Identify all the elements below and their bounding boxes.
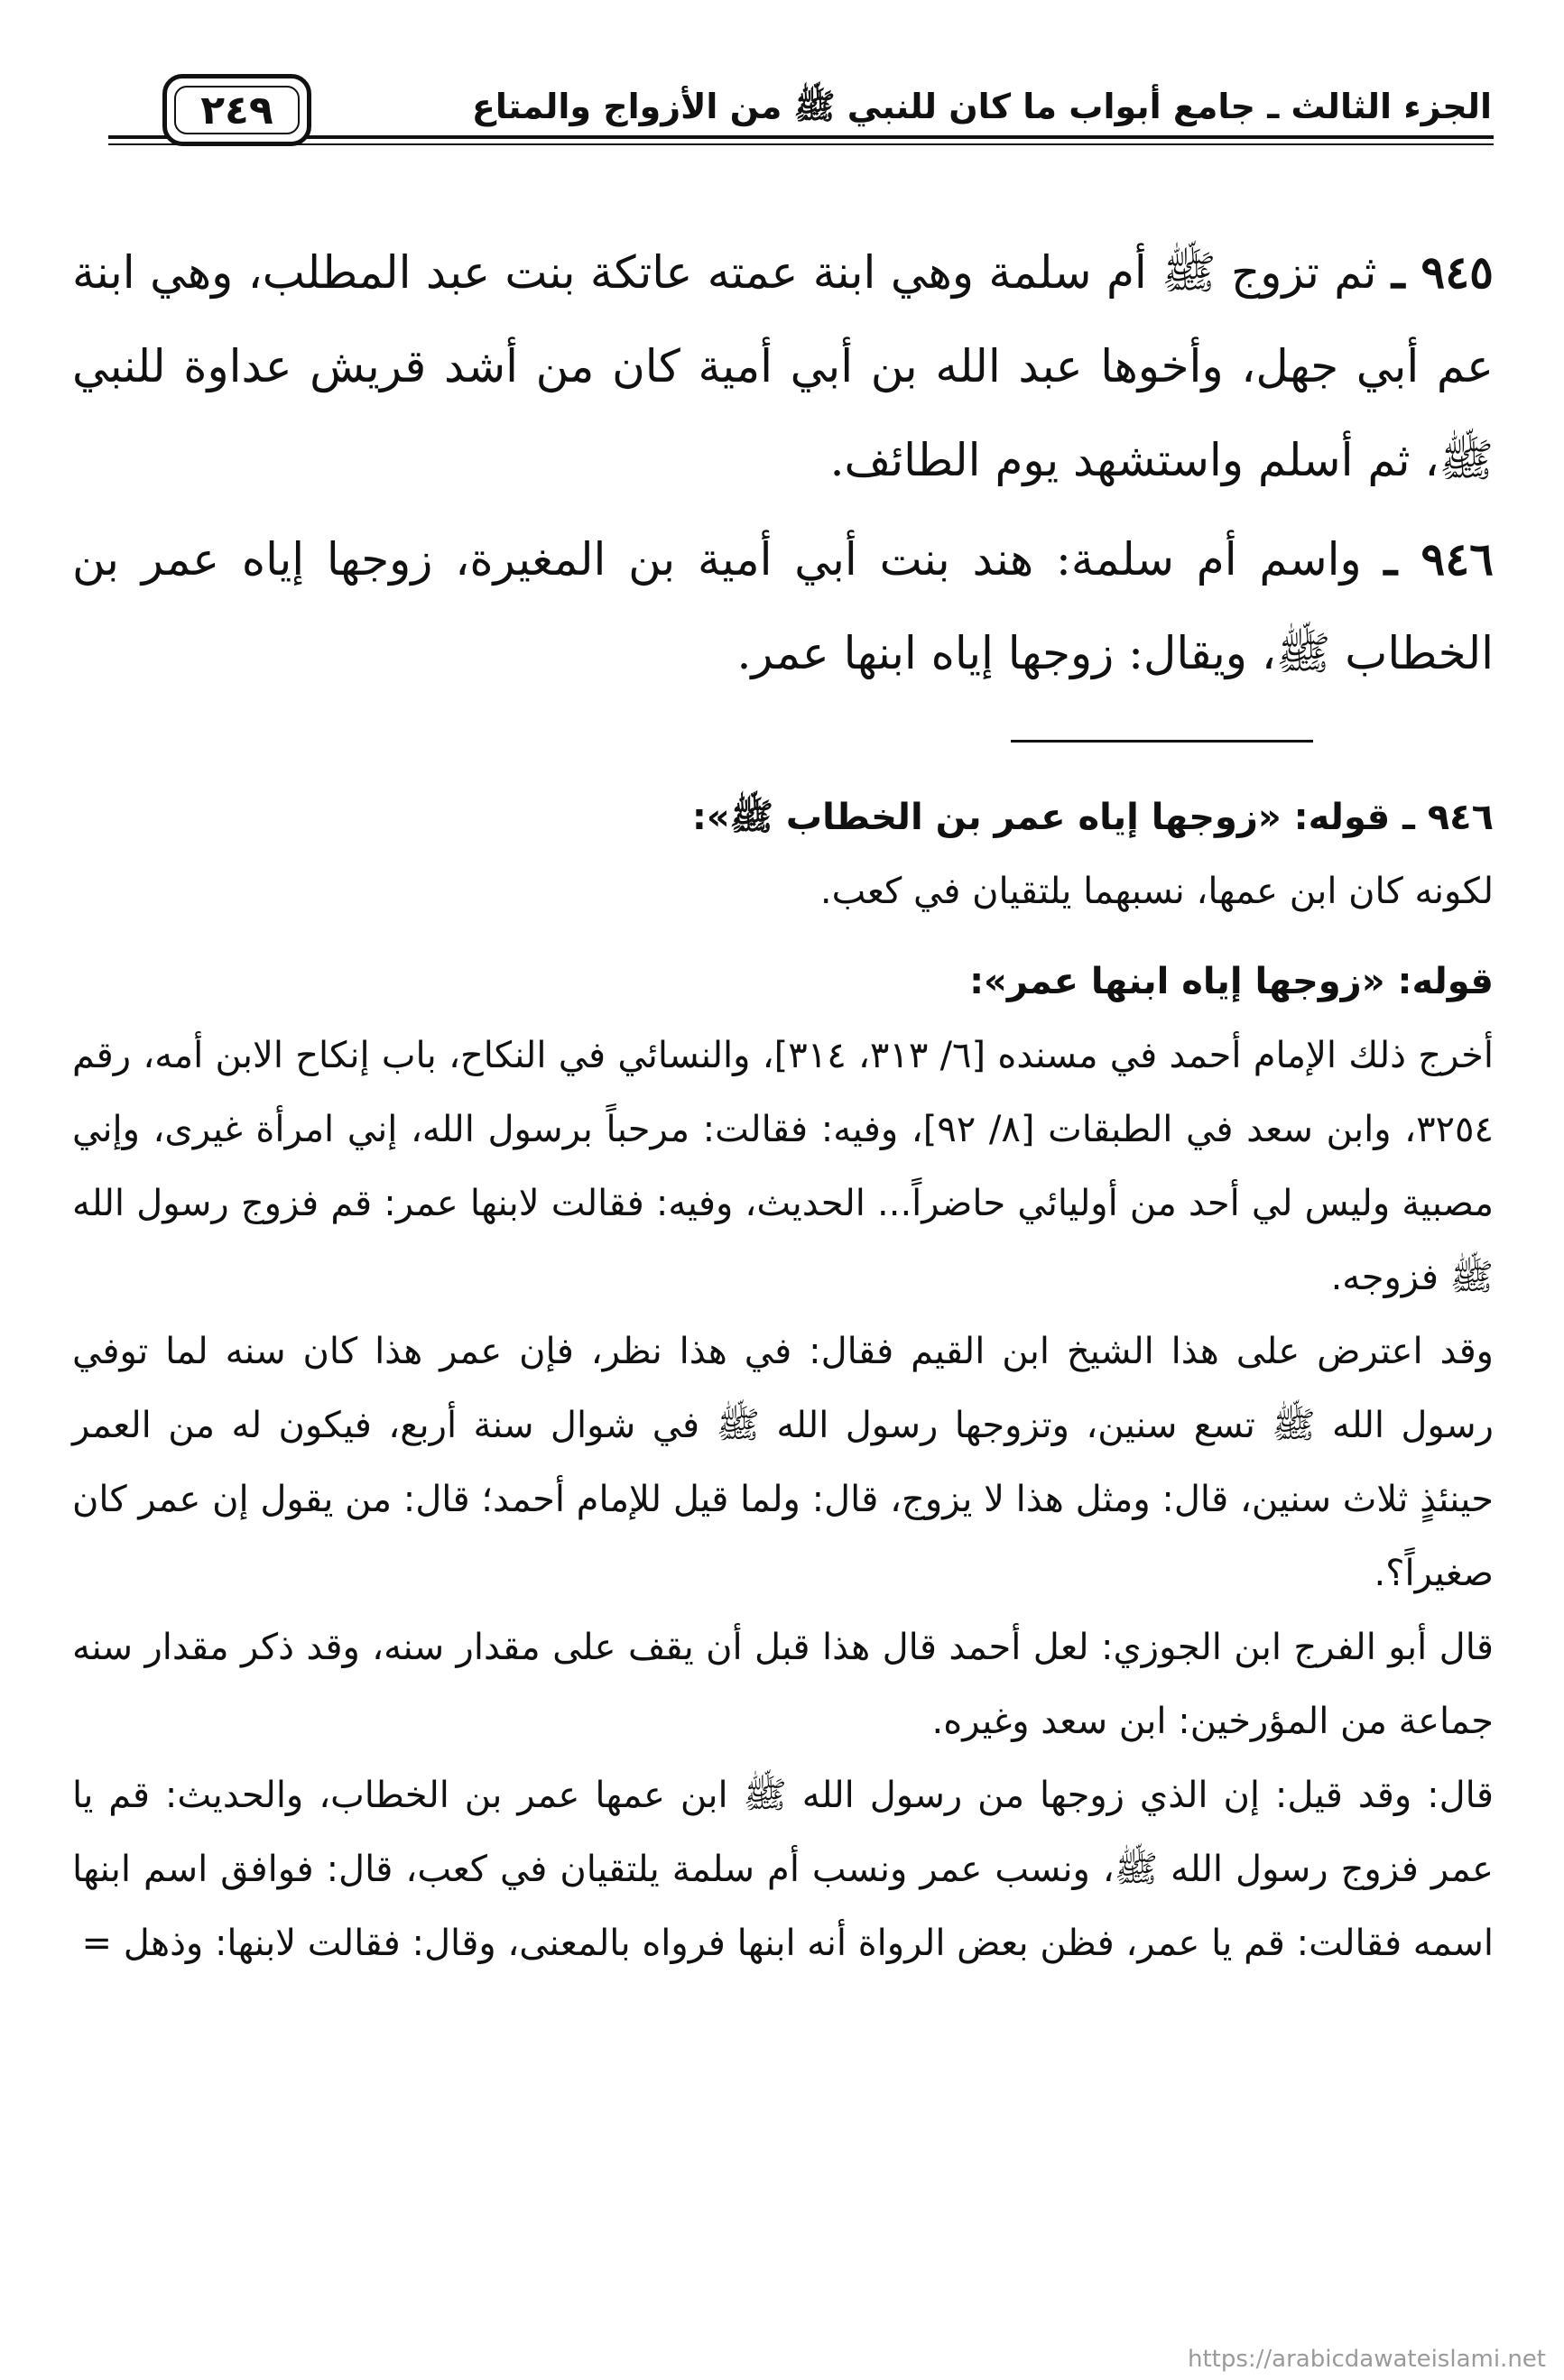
header-rule-thin: [108, 143, 1494, 145]
paragraph-946: [72, 512, 1494, 700]
footnote-text: أخرج ذلك الإمام أحمد في مسنده [٦/ ٣١٣، ٣١٤]، والنسائي في النكاح، باب إنكاح الابن أمه، رقم ٣٢٥٤، وابن سعد في الطبقات [٨/ ٩٢]، وفيه: فقالت: مرحباً برسول الله، إني امرأة غيرى، وإني مصبية وليس لي أحد من أوليائي حاضراً... الحديث، وفيه: فقالت لابنها عمر: قم فزوج رسول الله ﷺ فزوجه.: [72, 1035, 1494, 1298]
page-number: ٢٤٩: [200, 87, 273, 134]
paragraph-number: ٩٤٦ ـ: [1384, 532, 1494, 586]
footnote-text: وقد اعترض على هذا الشيخ ابن القيم فقال: في هذا نظر، فإن عمر هذا كان سنه لما توفي رسول الله ﷺ تسع سنين، وتزوجها رسول الله ﷺ في شوال سنة أربع، فيكون له من العمر حينئذٍ ثلاث سنين، قال: ومثل هذا لا يزوج، قال: ولما قيل للإمام أحمد؛ قال: من يقول إن عمر كان صغيراً؟.: [72, 1331, 1494, 1594]
footnote-heading: قوله: «زوجها إياه ابنها عمر»:: [969, 961, 1494, 1002]
footnote-text: قال: وقد قيل: إن الذي زوجها من رسول الله ﷺ ابن عمها عمر بن الخطاب، والحديث: قم يا عمر فزوج رسول الله ﷺ، ونسب عمر ونسب أم سلمة يلتقيان في كعب، قال: فوافق اسم ابنها اسمه فقالت: قم يا عمر، فظن بعض الرواة أنه ابنها فرواه بالمعنى، وقال: فقالت لابنها: وذهل =: [72, 1775, 1494, 1964]
footnote-separator: [1011, 740, 1313, 743]
paragraph-number: ٩٤٥ ـ: [1391, 245, 1494, 299]
header-rule-thick: [108, 135, 1494, 139]
footnote-heading: ٩٤٦ ـ قوله: «زوجها إياه عمر بن الخطاب ﷺ»:: [691, 797, 1494, 838]
footnote-text: لكونه كان ابن عمها، نسبهما يلتقيان في كعب.: [819, 871, 1494, 912]
page-number-frame: [162, 74, 311, 146]
paragraph-text: واسم أم سلمة: هند بنت أبي أمية بن المغيرة، زوجها إياه عمر بن الخطاب ﷺ، ويقال: زوجها إياه ابنها عمر.: [72, 533, 1494, 679]
main-text: [72, 226, 1494, 700]
footnotes: [72, 780, 1494, 1980]
paragraph-text: ثم تزوج ﷺ أم سلمة وهي ابنة عمته عاتكة بنت عبد المطلب، وهي ابنة عم أبي جهل، وأخوها عبد الله بن أبي أمية كان من أشد قريش عداوة للنبي ﷺ، ثم أسلم واستشهد يوم الطائف.: [72, 246, 1494, 486]
footnote-text: قال أبو الفرج ابن الجوزي: لعل أحمد قال هذا قبل أن يقف على مقدار سنه، وقد ذكر مقدار سنه جماعة من المؤرخين: ابن سعد وغيره.: [72, 1627, 1494, 1742]
paragraph-945: [72, 226, 1494, 507]
running-title: الجزء الثالث ـ جامع أبواب ما كان للنبي ﷺ من الأزواج والمتاع: [471, 87, 1492, 126]
watermark-url: https://arabicdawateislami.net: [1187, 2346, 1546, 2373]
